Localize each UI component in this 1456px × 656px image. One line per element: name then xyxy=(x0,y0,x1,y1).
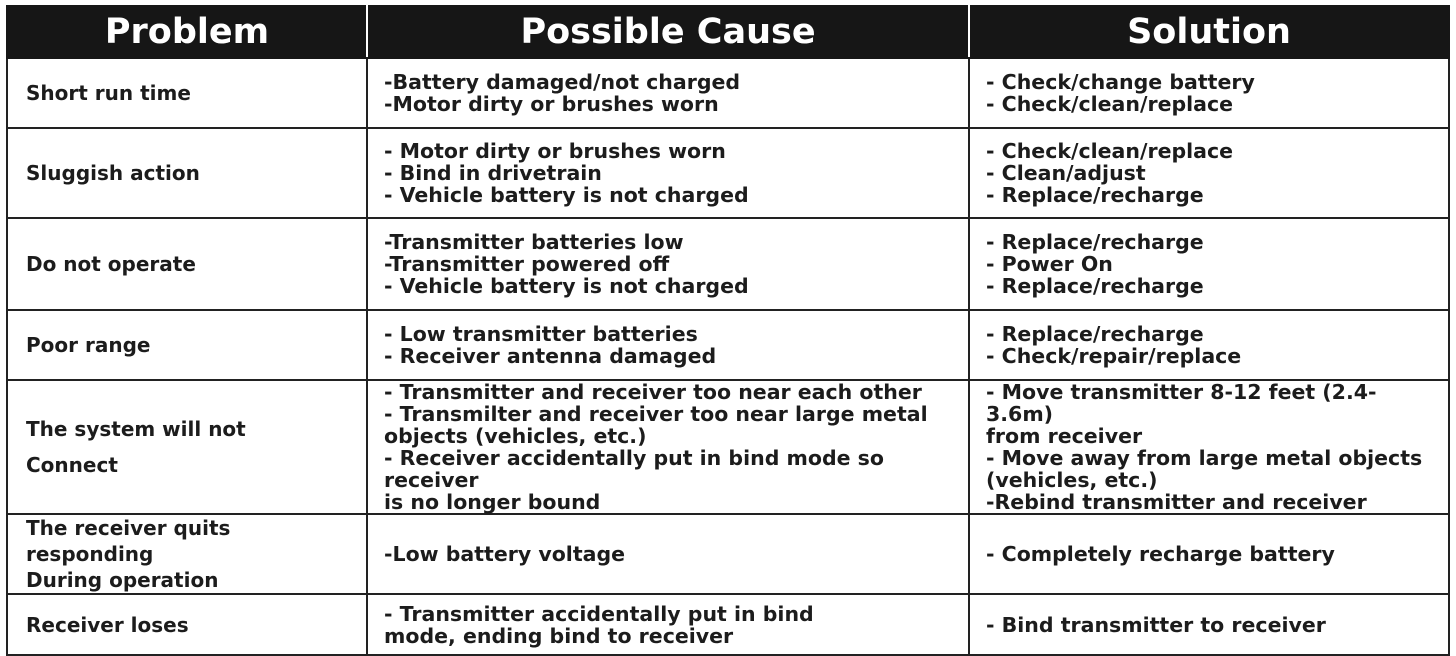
table-body xyxy=(7,58,1449,655)
problem-cell: Sluggish action xyxy=(7,128,367,218)
cause-cell: - Transmitter and receiver too near each other - Transmilter and receiver too near large metal objects (vehicles, etc.) - Receiver accidentally put in bind mode so receiver is no longer bound xyxy=(367,380,969,514)
cause-cell: - Transmitter accidentally put in bind mode, ending bind to receiver xyxy=(367,594,969,655)
problem-cell: Do not operate xyxy=(7,218,367,310)
cause-cell: -Transmitter batteries low -Transmitter powered off - Vehicle battery is not charged xyxy=(367,218,969,310)
solution-cell: - Completely recharge battery xyxy=(969,514,1449,594)
cause-cell: -Battery damaged/not charged -Motor dirty or brushes worn xyxy=(367,58,969,128)
table-row xyxy=(7,58,1449,128)
problem-cell: Short run time xyxy=(7,58,367,128)
table-header xyxy=(7,6,1449,58)
problem-cell: The receiver quits responding During operation xyxy=(7,514,367,594)
cause-cell: - Low transmitter batteries - Receiver antenna damaged xyxy=(367,310,969,380)
table-row xyxy=(7,218,1449,310)
cause-cell: - Motor dirty or brushes worn - Bind in drivetrain - Vehicle battery is not charged xyxy=(367,128,969,218)
troubleshooting-table xyxy=(6,5,1450,656)
problem-cell: Poor range xyxy=(7,310,367,380)
table-row xyxy=(7,380,1449,514)
solution-cell: - Replace/recharge - Check/repair/replace xyxy=(969,310,1449,380)
header-solution: Solution xyxy=(969,6,1449,58)
table-row xyxy=(7,594,1449,655)
problem-cell: The system will not Connect xyxy=(7,380,367,514)
solution-cell: - Move transmitter 8-12 feet (2.4-3.6m) from receiver - Move away from large metal objects (vehicles, etc.) -Rebind transmitter and receiver xyxy=(969,380,1449,514)
problem-cell: Receiver loses xyxy=(7,594,367,655)
table-row xyxy=(7,128,1449,218)
solution-cell: - Replace/recharge - Power On - Replace/recharge xyxy=(969,218,1449,310)
solution-cell: - Bind transmitter to receiver xyxy=(969,594,1449,655)
cause-cell: -Low battery voltage xyxy=(367,514,969,594)
solution-cell: - Check/change battery - Check/clean/replace xyxy=(969,58,1449,128)
table-row xyxy=(7,310,1449,380)
header-row xyxy=(7,6,1449,58)
header-problem: Problem xyxy=(7,6,367,58)
solution-cell: - Check/clean/replace - Clean/adjust - Replace/recharge xyxy=(969,128,1449,218)
table-row xyxy=(7,514,1449,594)
header-possible-cause: Possible Cause xyxy=(367,6,969,58)
